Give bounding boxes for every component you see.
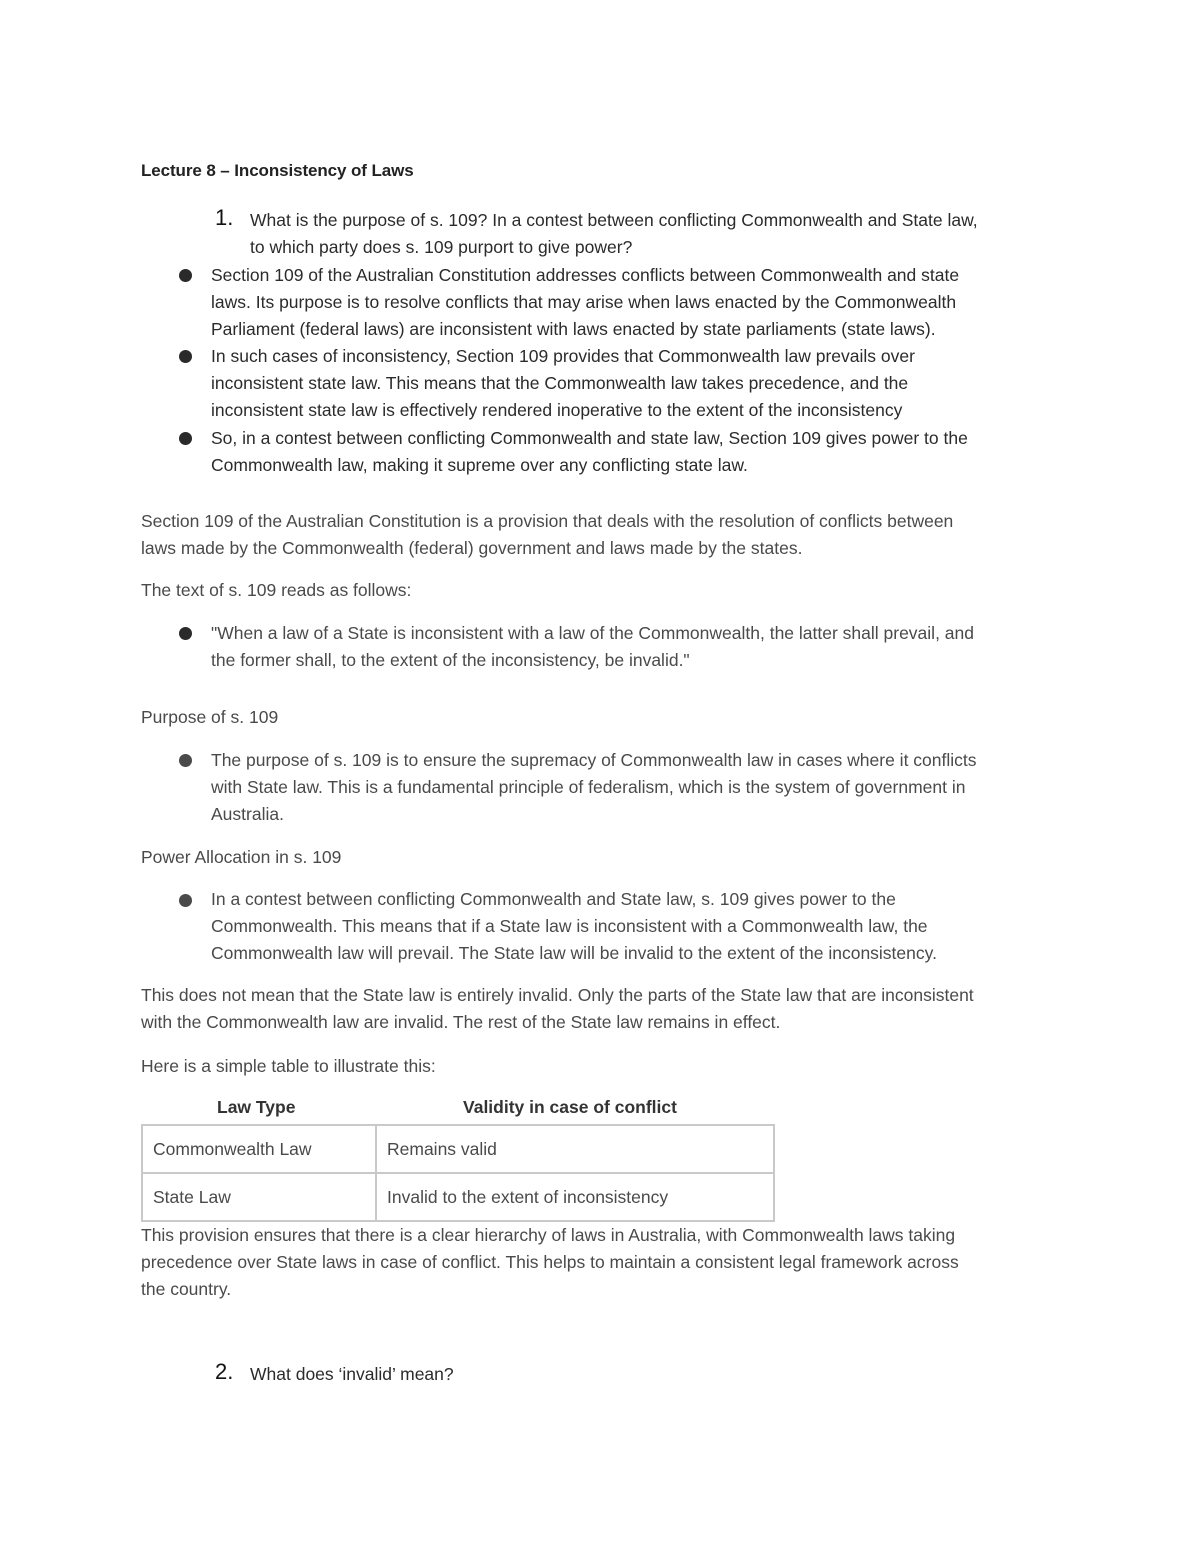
- bullet-icon: [179, 627, 192, 640]
- text-line: Commonwealth. This means that if a State law is inconsistent with a Commonwealth law, the: [211, 916, 928, 936]
- power-heading: Power Allocation in s. 109: [141, 847, 342, 867]
- text-line: So, in a contest between conflicting Commonwealth and state law, Section 109 gives power to the: [211, 428, 968, 448]
- text-line: with State law. This is a fundamental principle of federalism, which is the system of government in: [211, 777, 966, 797]
- bullet-icon: [179, 350, 192, 363]
- bullet-icon: [179, 432, 192, 445]
- table-cell: Commonwealth Law: [142, 1125, 376, 1173]
- text-line: In such cases of inconsistency, Section 109 provides that Commonwealth law prevails over: [211, 346, 915, 366]
- text-line: precedence over State laws in case of conflict. This helps to maintain a consistent legal framework across: [141, 1252, 959, 1272]
- question-2-text: What does ‘invalid’ mean?: [250, 1364, 454, 1384]
- text-line: In a contest between conflicting Commonwealth and State law, s. 109 gives power to the: [211, 889, 896, 909]
- answer-bullet-2: [211, 343, 1061, 424]
- text-line: Commonwealth law, making it supreme over any conflicting state law.: [211, 455, 748, 475]
- question-1-text: [250, 207, 1100, 261]
- bullet-icon: [179, 894, 192, 907]
- text-line: laws. Its purpose is to resolve conflicts that may arise when laws enacted by the Commonwealth: [211, 292, 957, 312]
- text-line: Commonwealth law will prevail. The State law will be invalid to the extent of the inconsistency.: [211, 943, 937, 963]
- answer-bullet-3: [211, 425, 1061, 479]
- table-row: [142, 1173, 774, 1221]
- text-line: This provision ensures that there is a clear hierarchy of laws in Australia, with Commonwealth laws taking: [141, 1225, 956, 1245]
- text-line: the former shall, to the extent of the inconsistency, be invalid.": [211, 650, 690, 670]
- question-1-line: What is the purpose of s. 109? In a contest between conflicting Commonwealth and State law,: [250, 210, 978, 230]
- text-line: with the Commonwealth law are invalid. The rest of the State law remains in effect.: [141, 1012, 781, 1032]
- text-line: laws made by the Commonwealth (federal) government and laws made by the states.: [141, 538, 803, 558]
- table-cell: State Law: [142, 1173, 376, 1221]
- text-line: inconsistent state law. This means that the Commonwealth law takes precedence, and the: [211, 373, 909, 393]
- table-row: [142, 1125, 774, 1173]
- bullet-icon: [179, 269, 192, 282]
- table-intro: Here is a simple table to illustrate this:: [141, 1056, 436, 1076]
- partial-paragraph: [141, 982, 1071, 1036]
- lecture-title: Lecture 8 – Inconsistency of Laws: [141, 161, 414, 180]
- table-header-validity: Validity in case of conflict: [463, 1097, 677, 1117]
- text-line: Australia.: [211, 804, 284, 824]
- text-line: This does not mean that the State law is entirely invalid. Only the parts of the State law that are inconsistent: [141, 985, 974, 1005]
- text-line: The purpose of s. 109 is to ensure the supremacy of Commonwealth law in cases where it conflicts: [211, 750, 977, 770]
- purpose-heading: Purpose of s. 109: [141, 707, 279, 727]
- purpose-bullet: [211, 747, 1061, 828]
- question-1-line: to which party does s. 109 purport to give power?: [250, 237, 633, 257]
- text-heading: The text of s. 109 reads as follows:: [141, 580, 412, 600]
- power-bullet: [211, 886, 1061, 967]
- table-header-law-type: Law Type: [217, 1097, 296, 1117]
- question-1-number: 1.: [215, 205, 234, 230]
- answer-bullet-1: [211, 262, 1061, 343]
- text-line: Section 109 of the Australian Constitution is a provision that deals with the resolution of conflicts between: [141, 511, 954, 531]
- text-line: inconsistent state law is effectively rendered inoperative to the extent of the inconsistency: [211, 400, 903, 420]
- bullet-icon: [179, 754, 192, 767]
- table-cell: Invalid to the extent of inconsistency: [376, 1173, 774, 1221]
- text-line: Parliament (federal laws) are inconsistent with laws enacted by state parliaments (state laws).: [211, 319, 936, 339]
- question-2-number: 2.: [215, 1359, 234, 1384]
- table-cell: Remains valid: [376, 1125, 774, 1173]
- text-line: Section 109 of the Australian Constitution addresses conflicts between Commonwealth and state: [211, 265, 960, 285]
- text-line: the country.: [141, 1279, 232, 1299]
- intro-paragraph: [141, 508, 1071, 562]
- law-validity-table: [141, 1124, 775, 1222]
- quote-bullet: [211, 620, 1061, 674]
- text-line: "When a law of a State is inconsistent with a law of the Commonwealth, the latter shall prevail, and: [211, 623, 974, 643]
- conclusion-paragraph: [141, 1222, 1071, 1303]
